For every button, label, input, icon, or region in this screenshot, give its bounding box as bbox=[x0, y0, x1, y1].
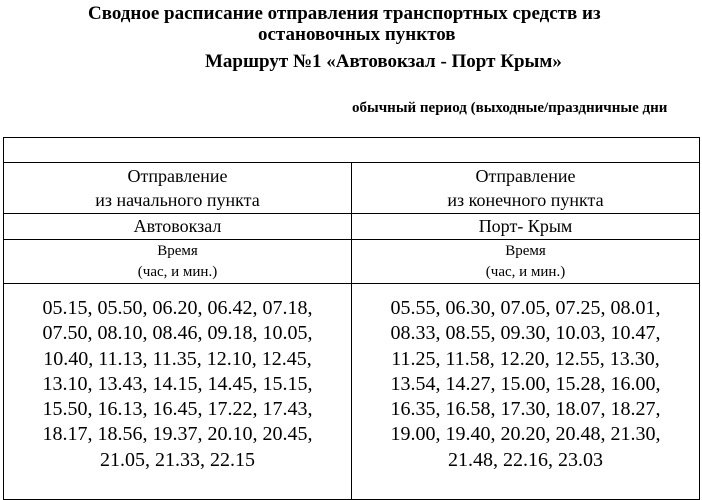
departure-times-start: 05.15, 05.50, 06.20, 06.42, 07.18, 07.50, 08.10, 08.46, 09.18, 10.05, 10.40, 11.13, 11.35, 12.10, 12.45, 13.10, 13.43, 14.15, 14.45, 15.15, 15.50, 16.13, 16.45, 17.22, 17.43, 18.17, 18.56, 19.37, 20.10, 20.45, 21.05, 21.33, 22.15 bbox=[4, 284, 352, 500]
time-unit: (час, и мин.) bbox=[485, 263, 566, 280]
route-title: Маршрут №1 «Автовокзал - Порт Крым» bbox=[205, 51, 562, 72]
departure-times-end: 05.55, 06.30, 07.05, 07.25, 08.01, 08.33, 08.55, 09.30, 10.03, 10.47, 11.25, 11.58, 12.20, 12.55, 13.30, 13.54, 14.27, 15.00, 15.28, 16.00, 16.35, 16.58, 17.30, 18.07, 18.27, 19.00, 19.40, 20.20, 20.48, 21.30, 21.48, 22.16, 23.03 bbox=[352, 284, 700, 500]
departure-header-start bbox=[4, 163, 352, 214]
departure-header-row bbox=[4, 163, 700, 214]
stop-name-end: Порт- Крым bbox=[352, 214, 700, 240]
schedule-title-line-1: Сводное расписание отправления транспортных средств из bbox=[88, 3, 601, 24]
departure-origin-label: из конечного пункта bbox=[447, 190, 604, 210]
time-label: Время bbox=[505, 242, 546, 259]
schedule-table bbox=[3, 137, 700, 500]
time-label: Время bbox=[157, 242, 198, 259]
time-unit-end bbox=[352, 240, 700, 284]
time-unit-start bbox=[4, 240, 352, 284]
departure-header-end bbox=[352, 163, 700, 214]
empty-header-row bbox=[4, 138, 700, 163]
time-unit-row bbox=[4, 240, 700, 284]
departure-label: Отправление bbox=[475, 166, 576, 186]
departure-times-row bbox=[4, 284, 700, 500]
schedule-title-line-2: остановочных пунктов bbox=[258, 24, 456, 45]
departure-label: Отправление bbox=[127, 166, 228, 186]
time-unit: (час, и мин.) bbox=[137, 263, 218, 280]
empty-header-cell bbox=[4, 138, 700, 163]
departure-origin-label: из начального пункта bbox=[95, 190, 260, 210]
stop-name-row bbox=[4, 214, 700, 240]
period-note: обычный период (выходные/праздничные дни bbox=[352, 100, 668, 116]
stop-name-start: Автовокзал bbox=[4, 214, 352, 240]
